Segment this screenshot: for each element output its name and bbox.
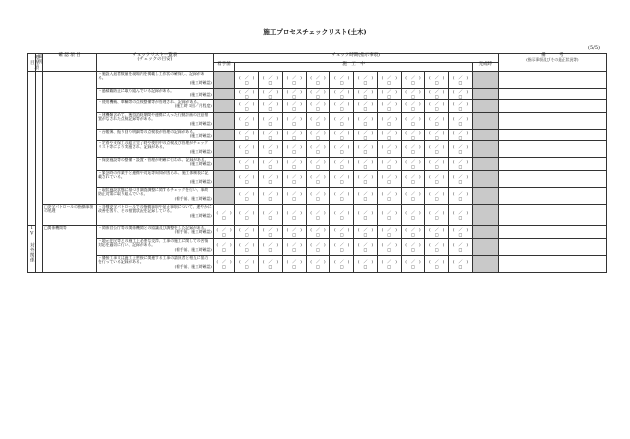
during-check[interactable]: ( ／ ) □ — [377, 158, 401, 171]
remarks-cell[interactable] — [498, 205, 606, 226]
during-check[interactable]: ( ／ ) □ — [449, 171, 473, 188]
during-check[interactable]: ( ／ ) □ — [377, 113, 401, 130]
during-check[interactable]: ( ／ ) □ — [282, 72, 306, 89]
during-check[interactable]: ( ／ ) □ — [377, 205, 401, 226]
during-check[interactable]: ( ／ ) □ — [377, 100, 401, 113]
remarks-cell[interactable] — [498, 256, 606, 273]
during-check[interactable]: ( ／ ) □ — [377, 130, 401, 141]
remarks-cell[interactable] — [498, 226, 606, 239]
during-check[interactable]: ( ／ ) □ — [377, 239, 401, 256]
complete-cell-shaded — [472, 158, 498, 171]
during-check[interactable]: ( ／ ) □ — [449, 226, 473, 239]
check-item-group: □安全パトロールの指摘事項の処理 — [43, 205, 97, 226]
during-check[interactable]: ( ／ ) □ — [377, 141, 401, 158]
during-check[interactable]: ( ／ ) □ — [259, 256, 283, 273]
during-check[interactable]: ( ／ ) □ — [235, 171, 259, 188]
during-check[interactable]: ( ／ ) □ — [235, 113, 259, 130]
during-check[interactable]: ( ／ ) □ — [235, 130, 259, 141]
header-item: 確 認 項 目 — [43, 54, 97, 72]
during-check[interactable]: ( ／ ) □ — [425, 226, 449, 239]
during-check[interactable]: ( ／ ) □ — [354, 130, 378, 141]
during-check[interactable]: ( ／ ) □ — [282, 256, 306, 273]
during-check[interactable]: ( ／ ) □ — [401, 141, 425, 158]
check-item-group — [43, 72, 97, 205]
table-row — [28, 141, 607, 158]
complete-cell-shaded — [472, 100, 498, 113]
during-check[interactable]: ( ／ ) □ — [306, 188, 330, 205]
during-check[interactable]: ( ／ ) □ — [354, 205, 378, 226]
category-cell: IV 対外関係 — [28, 226, 36, 273]
during-check[interactable]: ( ／ ) □ — [259, 205, 283, 226]
during-check[interactable]: ( ／ ) □ — [306, 130, 330, 141]
during-check[interactable]: ( ／ ) □ — [330, 205, 354, 226]
complete-cell-shaded — [472, 188, 498, 205]
checklist-text: ・現状施設状態に基づき調査調整に関するチェックを行い、事故防止対策に取り組んでいる。 (着手前、施工時確認) — [97, 188, 214, 205]
during-check[interactable]: ( ／ ) □ — [354, 158, 378, 171]
checklist-text: ・台帳簿、振り回り明細等の点検表が管理の記録がある。 (施工時確認) — [97, 130, 214, 141]
during-check[interactable]: ( ／ ) □ — [449, 89, 473, 100]
before-cell-shaded — [213, 100, 235, 113]
during-check[interactable]: ( ／ ) □ — [449, 158, 473, 171]
during-check[interactable]: ( ／ ) □ — [282, 226, 306, 239]
during-check[interactable]: ( ／ ) □ — [354, 141, 378, 158]
during-check[interactable]: ( ／ ) □ — [377, 89, 401, 100]
during-check[interactable]: ( ／ ) □ — [235, 158, 259, 171]
during-check[interactable]: ( ／ ) □ — [282, 188, 306, 205]
during-check[interactable]: ( ／ ) □ — [282, 100, 306, 113]
remarks-cell[interactable] — [498, 130, 606, 141]
remarks-cell[interactable] — [498, 188, 606, 205]
complete-cell-shaded — [472, 141, 498, 158]
during-check[interactable]: ( ／ ) □ — [401, 158, 425, 171]
complete-cell-shaded — [472, 226, 498, 239]
during-check[interactable]: ( ／ ) □ — [282, 113, 306, 130]
during-check[interactable]: ( ／ ) □ — [425, 171, 449, 188]
during-check[interactable]: ( ／ ) □ — [235, 72, 259, 89]
during-check[interactable]: ( ／ ) □ — [259, 158, 283, 171]
header-detail: 細別 — [35, 54, 43, 72]
during-check[interactable]: ( ／ ) □ — [401, 89, 425, 100]
header-checklist: チェックリスト一覧表 (チェックの目安) — [97, 54, 214, 72]
table-row — [28, 188, 607, 205]
during-check[interactable]: ( ／ ) □ — [259, 72, 283, 89]
during-check[interactable]: ( ／ ) □ — [449, 239, 473, 256]
during-check[interactable]: ( ／ ) □ — [401, 226, 425, 239]
remarks-cell[interactable] — [498, 141, 606, 158]
before-cell-shaded — [213, 72, 235, 89]
during-check[interactable]: ( ／ ) □ — [306, 226, 330, 239]
during-check[interactable]: ( ／ ) □ — [282, 239, 306, 256]
table-row — [28, 158, 607, 171]
during-check[interactable]: ( ／ ) □ — [330, 188, 354, 205]
during-check[interactable]: ( ／ ) □ — [401, 130, 425, 141]
during-check[interactable]: ( ／ ) □ — [259, 100, 283, 113]
before-check[interactable]: ( ／ ) □ — [213, 256, 235, 273]
checklist-text: ・関係官公庁等の関係機関との協議及び調整をした記録がある。 (着手前、施工時確認) — [97, 226, 214, 239]
checklist-text: ・使用機械、車輌等の点検整備等が管理され、記録がある。 (施工時 1回／月程度) — [97, 100, 214, 113]
table-row — [28, 239, 607, 256]
during-check[interactable]: ( ／ ) □ — [449, 256, 473, 273]
during-check[interactable]: ( ／ ) □ — [330, 72, 354, 89]
checklist-text: ・施設入退者数量を現場内を掲載し工作状の確保し、記録がある。 (施工時確認) — [97, 72, 214, 89]
during-check[interactable]: ( ／ ) □ — [330, 89, 354, 100]
table-row — [28, 205, 607, 226]
table-row — [28, 226, 607, 239]
remarks-cell[interactable] — [498, 158, 606, 171]
detail-cell — [35, 72, 43, 273]
during-check[interactable]: ( ／ ) □ — [449, 72, 473, 89]
during-check[interactable]: ( ／ ) □ — [235, 89, 259, 100]
during-check[interactable]: ( ／ ) □ — [377, 171, 401, 188]
during-check[interactable]: ( ／ ) □ — [306, 158, 330, 171]
before-cell-shaded — [213, 158, 235, 171]
during-check[interactable]: ( ／ ) □ — [330, 239, 354, 256]
during-check[interactable]: ( ／ ) □ — [425, 205, 449, 226]
during-check[interactable]: ( ／ ) □ — [425, 130, 449, 141]
check-item-group: □関係機関等 — [43, 226, 97, 273]
during-check[interactable]: ( ／ ) □ — [235, 205, 259, 226]
during-check[interactable]: ( ／ ) □ — [330, 158, 354, 171]
checklist-text: ・保安施設等の整備・設置・管理が明確に行われ、記録がある。 (施工時確認) — [97, 158, 214, 171]
during-check[interactable]: ( ／ ) □ — [425, 256, 449, 273]
checklist-text: ・過積載防止に取り組んでいる記録がある。 (施工時確認) — [97, 89, 214, 100]
table-row — [28, 256, 607, 273]
during-check[interactable]: ( ／ ) □ — [259, 141, 283, 158]
during-check[interactable]: ( ／ ) □ — [425, 113, 449, 130]
during-check[interactable]: ( ／ ) □ — [354, 100, 378, 113]
during-check[interactable]: ( ／ ) □ — [425, 188, 449, 205]
during-check[interactable]: ( ／ ) □ — [259, 188, 283, 205]
during-check[interactable]: ( ／ ) □ — [235, 256, 259, 273]
during-check[interactable]: ( ／ ) □ — [282, 205, 306, 226]
during-check[interactable]: ( ／ ) □ — [306, 171, 330, 188]
during-check[interactable]: ( ／ ) □ — [401, 256, 425, 273]
header-category: 考査項目 — [29, 55, 39, 70]
during-check[interactable]: ( ／ ) □ — [449, 100, 473, 113]
during-check[interactable]: ( ／ ) □ — [377, 188, 401, 205]
before-cell-shaded — [213, 171, 235, 188]
during-check[interactable]: ( ／ ) □ — [401, 239, 425, 256]
during-check[interactable]: ( ／ ) □ — [377, 256, 401, 273]
complete-cell-shaded — [472, 239, 498, 256]
during-check[interactable]: ( ／ ) □ — [306, 113, 330, 130]
header-complete: 完成時 — [472, 63, 498, 72]
during-check[interactable]: ( ／ ) □ — [401, 171, 425, 188]
during-check[interactable]: ( ／ ) □ — [401, 72, 425, 89]
during-check[interactable]: ( ／ ) □ — [282, 171, 306, 188]
during-check[interactable]: ( ／ ) □ — [306, 256, 330, 273]
during-check[interactable]: ( ／ ) □ — [425, 239, 449, 256]
checklist-text: ・定着や支保工の組立完了時や使用中の点検及び管理がチェックリスト等により実施され、記録がある。 (施工時確認) — [97, 141, 214, 158]
during-check[interactable]: ( ／ ) □ — [330, 113, 354, 130]
during-check[interactable]: ( ／ ) □ — [330, 100, 354, 113]
during-check[interactable]: ( ／ ) □ — [306, 239, 330, 256]
checklist-text: ・緊急時の作業手と連携や対応等周知が図られ、施工体制表に記載されている。 (施工時確認) — [97, 171, 214, 188]
during-check[interactable]: ( ／ ) □ — [330, 141, 354, 158]
before-check[interactable]: ( ／ ) □ — [213, 226, 235, 239]
during-check[interactable]: ( ／ ) □ — [282, 130, 306, 141]
remarks-cell[interactable] — [498, 171, 606, 188]
during-check[interactable]: ( ／ ) □ — [282, 141, 306, 158]
checklist-table — [27, 53, 607, 273]
during-check[interactable]: ( ／ ) □ — [377, 226, 401, 239]
remarks-cell[interactable] — [498, 89, 606, 100]
before-cell-shaded — [213, 113, 235, 130]
complete-cell-shaded — [472, 130, 498, 141]
during-check[interactable]: ( ／ ) □ — [259, 239, 283, 256]
before-cell-shaded — [213, 89, 235, 100]
during-check[interactable]: ( ／ ) □ — [259, 113, 283, 130]
during-check[interactable]: ( ／ ) □ — [354, 188, 378, 205]
header-timing: チェック時期(指示事項) — [213, 54, 498, 63]
table-row — [28, 89, 607, 100]
during-check[interactable]: ( ／ ) □ — [259, 226, 283, 239]
table-row — [28, 72, 607, 89]
checklist-text: ・隣接工事又は施工上密接に関連する工事の請負者と相互に協力を行っている記録がある。 (着手前、施工時確認) — [97, 256, 214, 273]
during-check[interactable]: ( ／ ) □ — [235, 226, 259, 239]
during-check[interactable]: ( ／ ) □ — [235, 100, 259, 113]
during-check[interactable]: ( ／ ) □ — [354, 113, 378, 130]
during-check[interactable]: ( ／ ) □ — [330, 226, 354, 239]
before-cell-shaded — [213, 188, 235, 205]
table-row — [28, 130, 607, 141]
during-check[interactable]: ( ／ ) □ — [235, 188, 259, 205]
during-check[interactable]: ( ／ ) □ — [306, 205, 330, 226]
during-check[interactable]: ( ／ ) □ — [282, 158, 306, 171]
document-title: 施工プロセスチェックリスト(土木) — [263, 28, 367, 36]
during-check[interactable]: ( ／ ) □ — [425, 72, 449, 89]
during-check[interactable]: ( ／ ) □ — [354, 239, 378, 256]
during-check[interactable]: ( ／ ) □ — [449, 205, 473, 226]
complete-cell-shaded — [472, 205, 498, 226]
remarks-cell[interactable] — [498, 239, 606, 256]
during-check[interactable]: ( ／ ) □ — [425, 100, 449, 113]
remarks-cell[interactable] — [498, 100, 606, 113]
during-check[interactable]: ( ／ ) □ — [449, 113, 473, 130]
category-cell-blank — [28, 72, 36, 226]
during-check[interactable]: ( ／ ) □ — [235, 239, 259, 256]
before-cell-shaded — [213, 141, 235, 158]
table-row — [28, 100, 607, 113]
during-check[interactable]: ( ／ ) □ — [377, 72, 401, 89]
during-check[interactable]: ( ／ ) □ — [354, 226, 378, 239]
during-check[interactable]: ( ／ ) □ — [306, 100, 330, 113]
during-check[interactable]: ( ／ ) □ — [354, 256, 378, 273]
checklist-text: ・各種安全パトロールでの指摘事項や是正事項について、速やかに改善を図り、その措置状況を記録している。 (施工時確認) — [97, 205, 214, 226]
complete-cell-shaded — [472, 89, 498, 100]
before-check[interactable]: ( ／ ) □ — [213, 239, 235, 256]
complete-cell-shaded — [472, 113, 498, 130]
during-check[interactable]: ( ／ ) □ — [354, 171, 378, 188]
header-remarks: 備 考 (指示事項及びその是正状況等) — [498, 54, 606, 72]
during-check[interactable]: ( ／ ) □ — [259, 89, 283, 100]
during-check[interactable]: ( ／ ) □ — [449, 141, 473, 158]
during-check[interactable]: ( ／ ) □ — [330, 256, 354, 273]
during-check[interactable]: ( ／ ) □ — [425, 158, 449, 171]
before-check[interactable]: ( ／ ) □ — [213, 205, 235, 226]
checklist-text: ・地元住民等との施工上必要な交渉、工事の施工に関しての苦情対応を適切に行い、記録がある。 (着手前、施工時確認) — [97, 239, 214, 256]
during-check[interactable]: ( ／ ) □ — [306, 141, 330, 158]
during-check[interactable]: ( ／ ) □ — [259, 130, 283, 141]
during-check[interactable]: ( ／ ) □ — [330, 171, 354, 188]
checklist-text: ・建機類含めて、獲得消耗期間や連携に入った行動計画の注意措置がなされた点検記録等がある。 (施工時確認) — [97, 113, 214, 130]
during-check[interactable]: ( ／ ) □ — [425, 141, 449, 158]
remarks-cell[interactable] — [498, 72, 606, 89]
header-during: 施 工 中 — [235, 63, 473, 72]
during-check[interactable]: ( ／ ) □ — [306, 89, 330, 100]
header-before: 着手前 — [213, 63, 235, 72]
remarks-cell[interactable] — [498, 113, 606, 130]
during-check[interactable]: ( ／ ) □ — [330, 130, 354, 141]
table-row — [28, 171, 607, 188]
complete-cell-shaded — [472, 72, 498, 89]
during-check[interactable]: ( ／ ) □ — [449, 130, 473, 141]
during-check[interactable]: ( ／ ) □ — [401, 205, 425, 226]
during-check[interactable]: ( ／ ) □ — [354, 89, 378, 100]
table-row — [28, 113, 607, 130]
during-check[interactable]: ( ／ ) □ — [259, 171, 283, 188]
complete-cell-shaded — [472, 256, 498, 273]
before-cell-shaded — [213, 130, 235, 141]
during-check[interactable]: ( ／ ) □ — [354, 72, 378, 89]
during-check[interactable]: ( ／ ) □ — [425, 89, 449, 100]
during-check[interactable]: ( ／ ) □ — [235, 141, 259, 158]
during-check[interactable]: ( ／ ) □ — [306, 72, 330, 89]
during-check[interactable]: ( ／ ) □ — [401, 113, 425, 130]
during-check[interactable]: ( ／ ) □ — [401, 188, 425, 205]
during-check[interactable]: ( ／ ) □ — [449, 188, 473, 205]
during-check[interactable]: ( ／ ) □ — [282, 89, 306, 100]
during-check[interactable]: ( ／ ) □ — [401, 100, 425, 113]
page-number: (5/5) — [588, 45, 600, 51]
complete-cell-shaded — [472, 171, 498, 188]
